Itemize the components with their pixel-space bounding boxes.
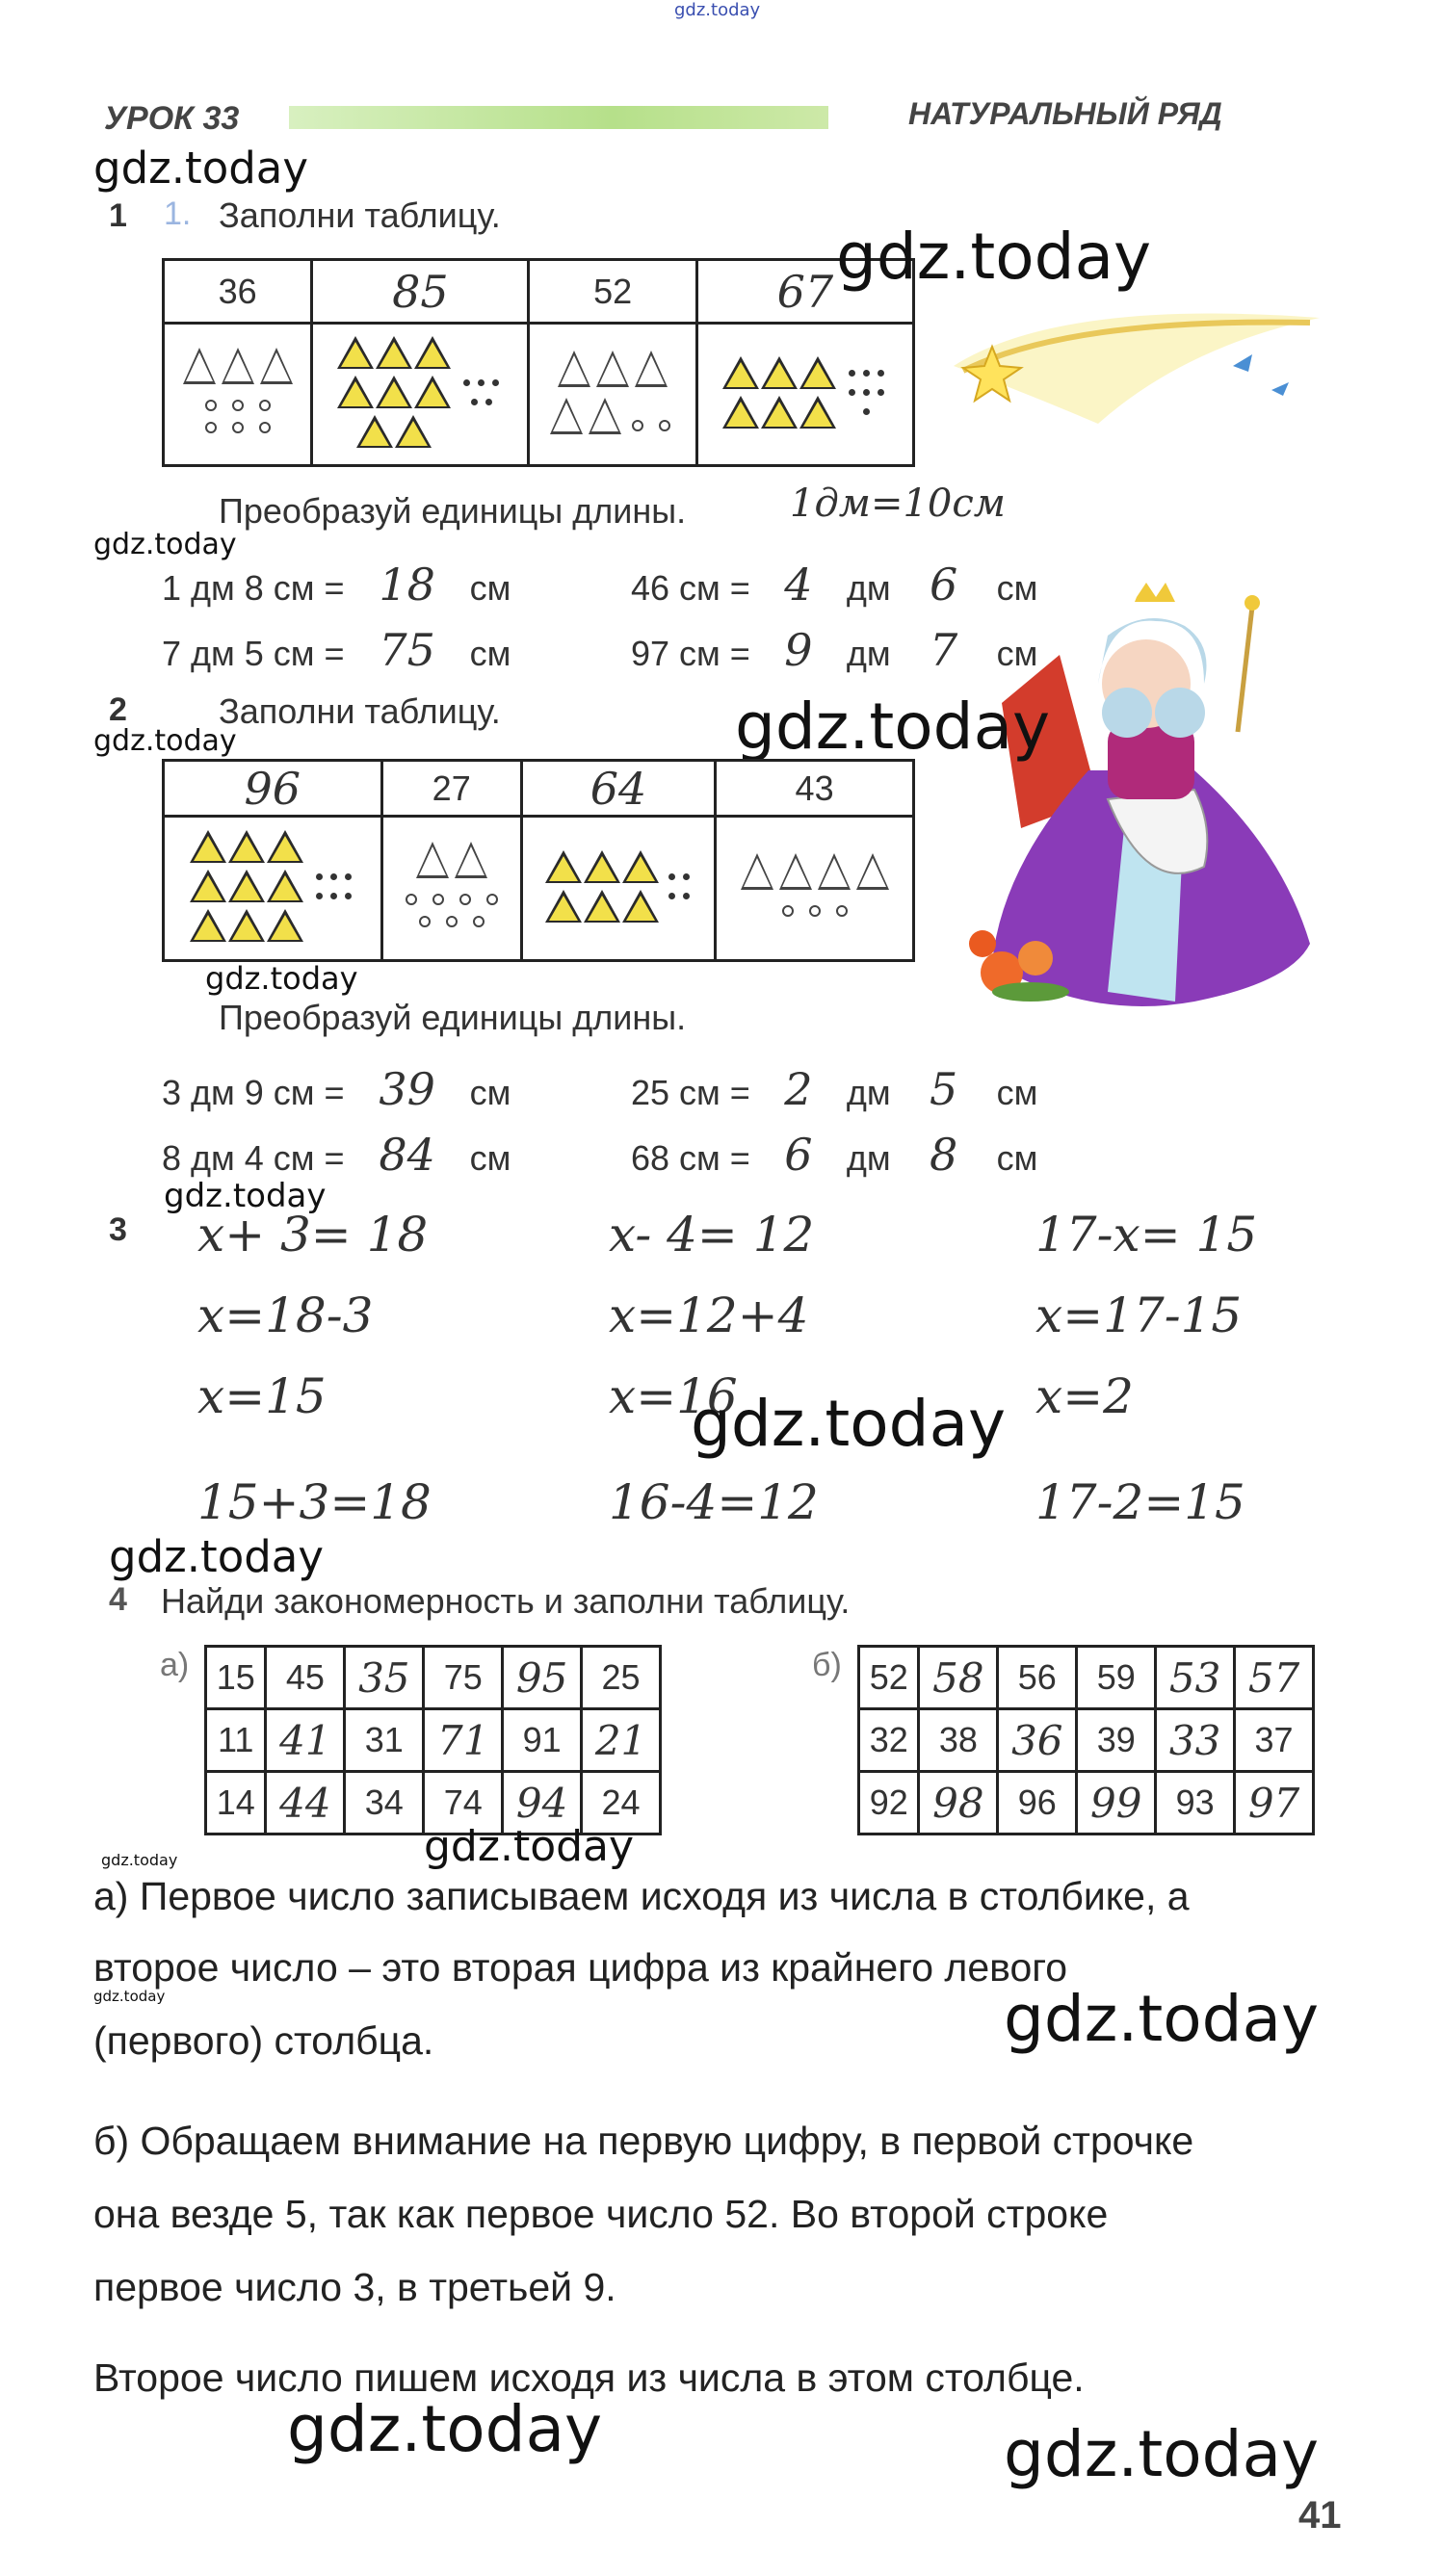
princess-illustration — [963, 578, 1349, 1030]
equation-column — [197, 1194, 432, 1543]
table-cell: 94 — [503, 1772, 582, 1834]
table-cell: 75 — [424, 1647, 503, 1709]
cell-printed: 27 — [381, 761, 521, 817]
task1-table — [162, 258, 915, 467]
equation-check: 16-4=12 — [609, 1474, 819, 1530]
triangle-icon — [395, 415, 432, 448]
equation-check: 17-2=15 — [1035, 1474, 1245, 1530]
triangle-icon — [190, 909, 226, 942]
table-row — [859, 1647, 1314, 1709]
header-decoration-bar — [289, 106, 828, 129]
triangle-icon — [416, 842, 449, 878]
cell-handwritten: 85 — [312, 260, 529, 324]
watermark: gdz.today — [109, 1531, 325, 1582]
answer: 18 — [379, 559, 435, 611]
conversion-row — [162, 559, 511, 611]
watermark: gdz.today — [164, 1177, 327, 1215]
watermark: gdz.today — [93, 143, 309, 194]
table-row — [859, 1709, 1314, 1772]
table-row — [206, 1709, 661, 1772]
triangle-icon — [558, 351, 590, 387]
watermark: gdz.today — [1004, 1982, 1320, 2056]
cell-drawing — [696, 324, 913, 466]
triangle-icon — [722, 396, 759, 429]
explanation-line: первое число 3, в третьей 9. — [93, 2265, 616, 2309]
triangle-icon — [267, 909, 303, 942]
task-title: Найди закономерность и заполни таблицу. — [161, 1581, 851, 1621]
watermark: gdz.today — [735, 690, 1051, 764]
triangle-icon — [376, 376, 412, 408]
triangle-icon — [596, 351, 629, 387]
triangle-icon — [856, 853, 889, 890]
expression: 8 дм 4 см = — [162, 1138, 345, 1178]
table-cell: 52 — [859, 1647, 919, 1709]
table-cell: 91 — [503, 1709, 582, 1772]
table-cell: 56 — [998, 1647, 1077, 1709]
triangle-icon — [622, 850, 659, 883]
triangle-icon — [761, 356, 798, 389]
triangle-icon — [741, 853, 773, 890]
triangle-icon — [545, 850, 582, 883]
unit: см — [996, 568, 1038, 608]
triangle-icon — [228, 870, 265, 902]
table-row — [859, 1772, 1314, 1834]
triangle-icon — [337, 376, 374, 408]
watermark: gdz.today — [205, 960, 358, 997]
equation: x+ 3= 18 — [197, 1207, 429, 1262]
expression: 97 см = — [631, 634, 750, 673]
triangle-icon — [376, 336, 412, 369]
table-cell: 92 — [859, 1772, 919, 1834]
table-cell: 45 — [266, 1647, 345, 1709]
cell-drawing — [164, 817, 382, 961]
cell-printed: 43 — [716, 761, 914, 817]
expression: 46 см = — [631, 568, 750, 608]
equation: 17-x= 15 — [1035, 1207, 1258, 1262]
watermark: gdz.today — [93, 528, 237, 561]
watermark: gdz.today — [93, 1988, 166, 2005]
task4-table-a — [204, 1645, 662, 1835]
unit: дм — [846, 1138, 891, 1178]
triangle-icon — [267, 830, 303, 863]
triangle-icon — [584, 890, 620, 923]
table-cell: 53 — [1156, 1647, 1235, 1709]
table-row — [206, 1647, 661, 1709]
conversion-row — [631, 1063, 1037, 1115]
triangle-icon — [545, 890, 582, 923]
table-cell: 39 — [1077, 1709, 1156, 1772]
table-cell: 24 — [582, 1772, 661, 1834]
triangle-icon — [722, 356, 759, 389]
watermark: gdz.today — [836, 220, 1152, 294]
table-label: а) — [160, 1647, 190, 1683]
task-title: Заполни таблицу. — [219, 691, 501, 731]
conversion-row — [162, 1129, 511, 1181]
triangle-icon — [635, 351, 668, 387]
table-cell: 71 — [424, 1709, 503, 1772]
cell-drawing — [164, 324, 312, 466]
triangle-icon — [414, 336, 451, 369]
watermark: gdz.today — [287, 2392, 603, 2466]
cell-drawing — [381, 817, 521, 961]
cell-handwritten: 96 — [164, 761, 382, 817]
answer: 2 — [784, 1063, 813, 1115]
conversion-row — [162, 624, 511, 676]
convert-title: Преобразуй единицы длины. — [219, 998, 687, 1037]
triangle-icon — [183, 348, 216, 384]
triangle-icon — [779, 853, 812, 890]
equation-step: x=18-3 — [197, 1288, 374, 1343]
triangle-icon — [337, 336, 374, 369]
triangle-icon — [222, 348, 254, 384]
equation-solution: x=15 — [197, 1368, 327, 1424]
expression: 68 см = — [631, 1138, 750, 1178]
table-cell: 57 — [1235, 1647, 1314, 1709]
triangle-icon — [761, 396, 798, 429]
equation: x- 4= 12 — [609, 1207, 815, 1262]
table-cell: 33 — [1156, 1709, 1235, 1772]
equation-step: x=12+4 — [609, 1288, 809, 1343]
equation-step: x=17-15 — [1035, 1288, 1243, 1343]
answer: 84 — [379, 1129, 435, 1181]
table-cell: 21 — [582, 1709, 661, 1772]
explanation-line: она везде 5, так как первое число 52. Во второй строке — [93, 2192, 1109, 2236]
lesson-label: УРОК 33 — [104, 100, 240, 137]
equation-solution: x=2 — [1035, 1368, 1134, 1424]
equation-column — [1035, 1194, 1257, 1543]
subtask-number: 1. — [164, 195, 192, 232]
table-cell: 35 — [345, 1647, 424, 1709]
handwritten-hint: 1дм=10см — [790, 481, 1006, 526]
explanation-line: Второе число пишем исходя из числа в этом столбце. — [93, 2355, 1085, 2400]
unit: дм — [846, 568, 891, 608]
answer: 5 — [930, 1063, 958, 1115]
table-cell: 97 — [1235, 1772, 1314, 1834]
unit: см — [996, 1073, 1038, 1112]
task2-table — [162, 759, 915, 962]
expression: 3 дм 9 см = — [162, 1073, 345, 1112]
cell-drawing — [521, 817, 715, 961]
explanation-line: (первого) столбца. — [93, 2018, 434, 2063]
task4-table-b — [857, 1645, 1315, 1835]
table-cell: 99 — [1077, 1772, 1156, 1834]
unit: дм — [846, 1073, 891, 1112]
triangle-icon — [190, 830, 226, 863]
explanation-line: а) Первое число записываем исходя из числа в столбике, а — [93, 1874, 1190, 1918]
table-cell: 14 — [206, 1772, 266, 1834]
watermark: gdz.today — [93, 724, 237, 758]
table-cell: 98 — [919, 1772, 998, 1834]
table-cell: 58 — [919, 1647, 998, 1709]
triangle-icon — [589, 398, 621, 434]
watermark: gdz.today — [691, 1387, 1007, 1461]
unit: см — [469, 634, 511, 673]
triangle-icon — [622, 890, 659, 923]
triangle-icon — [267, 870, 303, 902]
triangle-icon — [799, 356, 836, 389]
cell-printed: 36 — [164, 260, 312, 324]
unit: см — [996, 1138, 1038, 1178]
top-watermark: gdz.today — [674, 0, 761, 20]
expression: 25 см = — [631, 1073, 750, 1112]
triangle-icon — [584, 850, 620, 883]
triangle-icon — [550, 398, 583, 434]
answer: 7 — [930, 624, 958, 676]
cell-printed: 52 — [529, 260, 696, 324]
cell-handwritten: 64 — [521, 761, 715, 817]
task-number: 4 — [109, 1581, 127, 1618]
answer: 6 — [930, 559, 958, 611]
lesson-topic: НАТУРАЛЬНЫЙ РЯД — [908, 96, 1222, 131]
expression: 1 дм 8 см = — [162, 568, 345, 608]
cell-drawing — [529, 324, 696, 466]
table-cell: 59 — [1077, 1647, 1156, 1709]
answer: 75 — [379, 624, 435, 676]
triangle-icon — [414, 376, 451, 408]
conversion-row — [631, 1129, 1037, 1181]
answer: 4 — [784, 559, 813, 611]
page-number: 41 — [1298, 2494, 1342, 2537]
equation-column — [609, 1194, 819, 1543]
table-cell: 34 — [345, 1772, 424, 1834]
unit: см — [469, 1138, 511, 1178]
triangle-icon — [228, 909, 265, 942]
cell-handwritten: 67 — [696, 260, 913, 324]
table-cell: 74 — [424, 1772, 503, 1834]
watermark: gdz.today — [101, 1851, 178, 1869]
answer: 39 — [379, 1063, 435, 1115]
triangle-icon — [260, 348, 293, 384]
table-cell: 38 — [919, 1709, 998, 1772]
cell-drawing — [716, 817, 914, 961]
unit: дм — [846, 634, 891, 673]
triangle-icon — [818, 853, 851, 890]
task-number: 1 — [109, 197, 127, 234]
table-cell: 96 — [998, 1772, 1077, 1834]
table-cell: 15 — [206, 1647, 266, 1709]
table-cell: 95 — [503, 1647, 582, 1709]
answer: 6 — [784, 1129, 813, 1181]
table-cell: 93 — [1156, 1772, 1235, 1834]
triangle-icon — [356, 415, 393, 448]
triangle-icon — [455, 842, 487, 878]
table-cell: 31 — [345, 1709, 424, 1772]
table-cell: 41 — [266, 1709, 345, 1772]
comet-illustration — [944, 279, 1329, 443]
triangle-icon — [228, 830, 265, 863]
convert-title: Преобразуй единицы длины. — [219, 491, 687, 531]
equation-check: 15+3=18 — [197, 1474, 432, 1530]
explanation-line: б) Обращаем внимание на первую цифру, в первой строчке — [93, 2119, 1194, 2163]
unit: см — [996, 634, 1038, 673]
cell-drawing — [312, 324, 529, 466]
table-cell: 36 — [998, 1709, 1077, 1772]
table-cell: 44 — [266, 1772, 345, 1834]
table-cell: 32 — [859, 1709, 919, 1772]
table-cell: 11 — [206, 1709, 266, 1772]
watermark: gdz.today — [1004, 2417, 1320, 2491]
unit: см — [469, 1073, 511, 1112]
task-number: 3 — [109, 1211, 127, 1248]
expression: 7 дм 5 см = — [162, 634, 345, 673]
task-number: 2 — [109, 691, 127, 728]
task-title: Заполни таблицу. — [219, 195, 501, 235]
conversion-row — [162, 1063, 511, 1115]
watermark: gdz.today — [424, 1822, 635, 1871]
triangle-icon — [190, 870, 226, 902]
table-label: б) — [812, 1647, 842, 1683]
table-cell: 37 — [1235, 1709, 1314, 1772]
explanation-line: второе число – это вторая цифра из крайнего левого — [93, 1945, 1068, 1990]
answer: 9 — [784, 624, 813, 676]
triangle-icon — [799, 396, 836, 429]
unit: см — [469, 568, 511, 608]
equation-solution: x=16 — [609, 1368, 738, 1424]
table-cell: 25 — [582, 1647, 661, 1709]
answer: 8 — [930, 1129, 958, 1181]
